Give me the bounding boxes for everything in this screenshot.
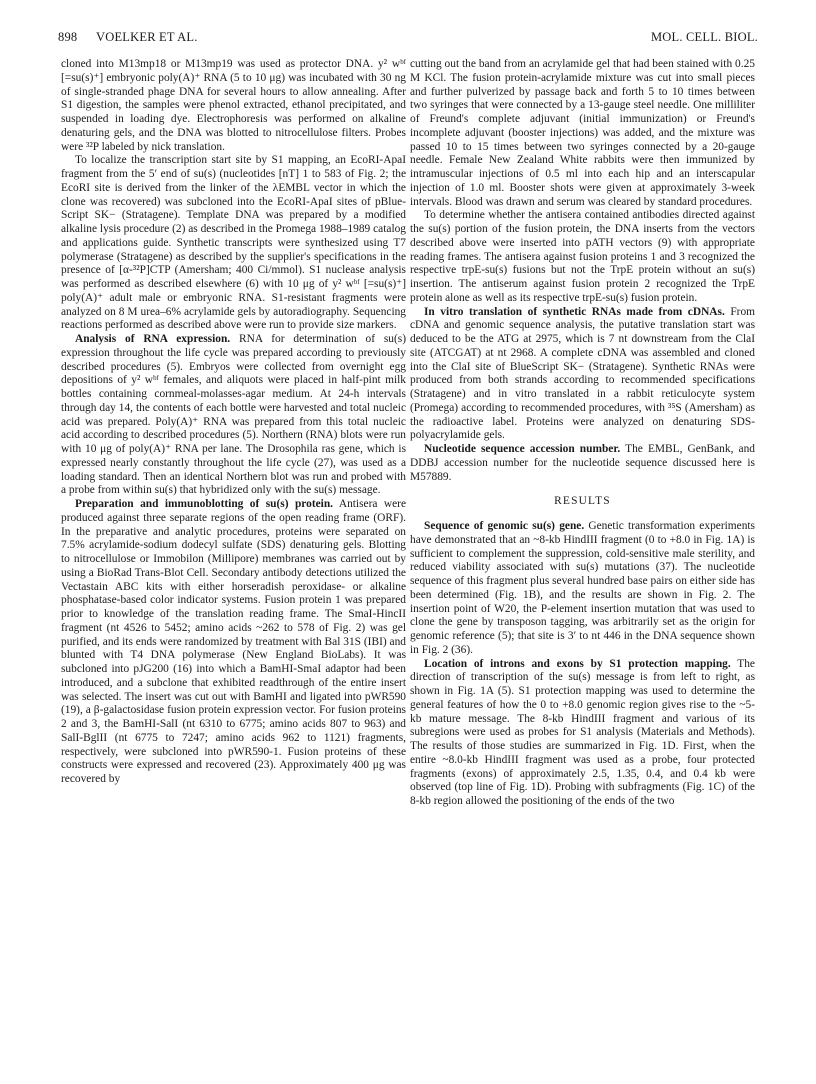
running-header (58, 30, 758, 50)
paragraph-body: The direction of transcription of the su(s) message is from left to right, as shown in Fig. 1A (5). S1 protection mapping was used to determine the general features of how the 0 to +8.0 genomic region gives rise to the ~5-kb mature message. The 8-kb HindIII fragment and various of its subregions were used as probes for S1 analysis (Materials and Methods). The results of those studies are summarized in Fig. 1D. First, when the entire ~8.0-kb HindIII fragment was used as a probe, four protected fragments (exons) of approximately 2.5, 1.35, 0.4, and 0.4 kb were observed (top line of Fig. 1D). Probing with subfragments (Fig. 1C) of the 8-kb region allowed the positioning of the ends of the two (410, 657, 755, 807)
paragraph: cloned into M13mp18 or M13mp19 was used as protector DNA. y² wᵇᶠ [=su(s)⁺] embryonic poly(A)⁺ RNA (5 to 10 μg) was incubated with 30 ng of single-stranded phage DNA for several hours to allow annealing. After S1 digestion, the samples were phenol extracted, ethanol precipitated, and suspended in loading dye. Electrophoresis was performed on alkaline denaturing gels, and the DNA was blotted to nitrocellulose filters. Probes were ³²P labeled by nick translation. (61, 58, 406, 153)
paragraph-title: Location of introns and exons by S1 protection mapping. (424, 657, 731, 670)
paragraph-body: Antisera were produced against three separate regions of the open reading frame (ORF). In the preparative and analytic procedures, proteins were separated on 7.5% acrylamide-sodium dodecyl sulfate (SDS) denaturing gels. Blotting to nitrocellulose or Immobilon (Millipore) membranes was carried out by using a BioRad Trans-Blot Cell. Secondary antibody detections utilized the Vectastain ABC kits with either horseradish peroxidase- or alkaline phosphatase-based color indicator systems. Fusion protein 1 was prepared prior to knowledge of the translation reading frame. The SmaI-HincII fragment (nt 4526 to 5452; amino acids ~262 to 578 of Fig. 2) was gel purified, and its ends were randomized by treatment with Bal 31S (IBI) and blunted with T4 DNA polymerase (New England BioLabs). It was subcloned into pJG200 (16) into which a BamHI-SmaI adaptor had been introduced, and a subclone that exhibited readthrough of the entire insert was selected. The insert was cut out with BamHI and ligated into pWR590 (19), a β-galactosidase fusion protein expression vector. For fusion proteins 2 and 3, the BamHI-SalI (nt 6310 to 6775; amino acids 807 to 963) and SalI-BglII (nt 6775 to 7247; amino acids 962 to 1121) fragments, respectively, were subcloned into pWR590-1. Fusion proteins of these constructs were expressed and recovered (23). Approximately 400 μg was recovered by (61, 498, 406, 785)
paragraph: To determine whether the antisera contained antibodies directed against the su(s) portion of the fusion protein, the DNA inserts from the vectors described above were inserted into pATH vectors (9) with appropriate reading frames. The antisera against fusion proteins 1 and 3 recognized the respective trpE-su(s) fusions but not the TrpE protein without an su(s) insertion. The antiserum against fusion protein 2 recognized the TrpE protein alone as well as its respective trpE-su(s) fusion protein. (410, 209, 755, 304)
paragraph-body: RNA for determination of su(s) expression throughout the life cycle was prepared according to previously described procedures (5). Embryos were collected from overnight egg depositions of y² wᵇᶠ females, and aliquots were placed in half-pint milk bottles containing cornmeal-molasses-agar medium. At 24-h intervals through day 14, the contents of each bottle were harvested and total nucleic acid was prepared. Poly(A)⁺ RNA was prepared from this total nucleic acid according to described procedures (5). Northern (RNA) blots were run with 10 μg of poly(A)⁺ RNA per lane. The Drosophila ras gene, which is expressed nearly constantly throughout the life cycle (27), was used as a loading standard. Then an identical Northern blot was run and probed with a probe from within su(s) that hybridized only with the su(s) message. (61, 333, 406, 497)
paragraph (61, 498, 406, 787)
paragraph-title: In vitro translation of synthetic RNAs made from cDNAs. (424, 305, 725, 318)
journal-name: MOL. CELL. BIOL. (650, 30, 758, 44)
paragraph-title: Preparation and immunoblotting of su(s) protein. (75, 498, 334, 510)
paragraph-title: Nucleotide sequence accession number. (424, 443, 621, 455)
paragraph-title: Sequence of genomic su(s) gene. (424, 520, 585, 532)
right-column (410, 58, 755, 809)
left-column (61, 58, 406, 787)
page-number: 898 (58, 30, 78, 44)
paragraph: To localize the transcription start site by S1 mapping, an EcoRI-ApaI fragment from the 5′ end of su(s) (nucleotides [nT] 1 to 583 of Fig. 2; the EcoRI site is derived from the linker of the λEMBL vector in which the clone was recovered) was subcloned into the EcoRI-ApaI sites of pBlue-Script SK− (Stratagene). Template DNA was prepared by a modified alkaline lysis procedure (2) as described in the Promega 1988–1989 catalog and applications guide. Synthetic transcripts were synthesized using T7 polymerase (Stratagene) as described by the supplier's specifications in the presence of [α-³²P]CTP (Amersham; 400 Ci/mmol). S1 nuclease analysis was performed as described elsewhere (6) with 10 μg of y² wᵇᶠ [=su(s)⁺] poly(A)⁺ adult male or embryonic RNA. S1-resistant fragments were analyzed on 8 M urea–6% acrylamide gels by autoradiography. Sequencing reactions performed as described above were run to provide size markers. (61, 154, 406, 332)
paragraph: cutting out the band from an acrylamide gel that had been stained with 0.25 M KCl. The fusion protein-acrylamide mixture was cut into small pieces and further pulverized by passage back and forth 5 to 10 times between two syringes that were connected by a 13-gauge steel needle. One milliliter of Freund's complete adjuvant (initial immunization) or Freund's incomplete adjuvant (booster injections) was added, and the mixture was passed 10 to 15 times between two syringes connected by a 20-gauge needle. Female New Zealand White rabbits were then immunized by intramuscular injections of 0.5 ml into each hip and an interscapular injection of 1.0 ml. Booster shots were given at approximately 3-week intervals. Blood was drawn and serum was cleared by standard procedures. (410, 58, 755, 208)
paragraph (410, 520, 755, 658)
section-heading: RESULTS (554, 495, 611, 508)
paragraph (410, 306, 755, 444)
paragraph (410, 443, 755, 484)
running-authors: VOELKER ET AL. (96, 30, 198, 44)
paragraph-body: The EMBL, GenBank, and DDBJ accession number for the nucleotide sequence discussed here is M57889. (410, 443, 755, 483)
paragraph-title: Analysis of RNA expression. (75, 333, 231, 345)
paragraph (410, 658, 755, 809)
paragraph-body: Genetic transformation experiments have demonstrated that an ~8-kb HindIII fragment (0 to +8.0 in Fig. 1A) is sufficient to complement the suppression, cold-sensitive male sterility, and reduced viability associated with su(s) mutations (37). The nucleotide sequence of this fragment plus several hundred base pairs on either side has been determined (Fig. 1B), and the results are shown in Fig. 2. The insertion point of W20, the P-element insertion mutation that was used to clone the gene by transposon tagging, was arbitrarily set as the origin for genomic reference (5); that site is 3′ to nt 446 in the DNA sequence shown in Fig. 2 (36). (410, 520, 755, 656)
paragraph (61, 333, 406, 498)
paragraph-body: From cDNA and genomic sequence analysis, the putative translation start was deduced to be the ATG at 2975, which is 7 nt downstream from the ClaI site (ATCGAT) at nt 2968. A complete cDNA was assembled and cloned into the ClaI site of BlueScript SK− (Stratagene). Synthetic RNAs were produced from both strands according to recommended specifications (Stratagene) and in vitro translated in a rabbit reticulocyte system (Promega) according to recommended procedures, with ³⁵S (Amersham) as the radioactive label. Proteins were analyzed on denaturing SDS-polyacrylamide gels. (410, 305, 755, 442)
